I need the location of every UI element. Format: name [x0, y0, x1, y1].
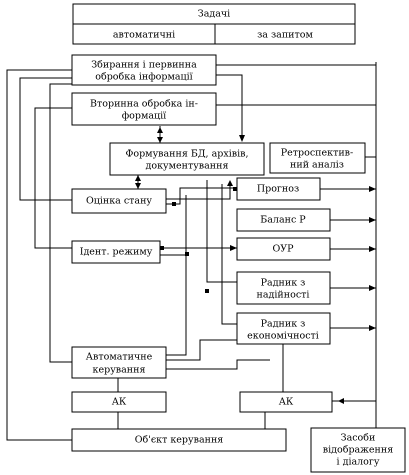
ak-right-block	[240, 392, 332, 412]
forecast-block	[237, 178, 320, 200]
control-object-block	[72, 429, 286, 451]
regime-label: Ідент. режиму	[79, 246, 153, 258]
display-dialogue-block	[311, 428, 405, 472]
arrow-display-3	[369, 246, 376, 252]
arrow-collection-to-db	[239, 135, 245, 142]
economy-line-2: економічності	[247, 330, 319, 342]
secondary-line-1: Вторинна обробка ін-	[90, 98, 198, 110]
secondary-line-2: формації	[121, 110, 167, 122]
auto-control-line-2: керування	[92, 364, 146, 376]
arrow-display-2	[369, 217, 376, 223]
object-label: Об'єкт керування	[134, 434, 224, 446]
arrow-state-up	[135, 175, 141, 181]
arrow-state-down	[135, 183, 141, 189]
database-line-1: Формування БД, архівів,	[125, 148, 249, 160]
junction-dots	[160, 187, 237, 372]
arrow-regime-our	[230, 245, 237, 251]
state-estimation-block	[72, 189, 166, 213]
balance-block	[237, 209, 330, 231]
economy-advisor-block	[237, 313, 330, 344]
retrospective-block	[270, 143, 365, 173]
retro-line-1: Ретроспектив-	[280, 147, 354, 159]
reliability-line-2: надійності	[256, 289, 310, 301]
arrow-display-5	[369, 325, 376, 331]
tasks-block	[73, 4, 355, 44]
automatic-control-block	[72, 347, 166, 378]
arrow-ak-right	[338, 398, 344, 404]
arrow-display-4	[369, 285, 376, 291]
reliability-advisor-block	[237, 272, 330, 304]
economy-line-1: Радник з	[260, 318, 306, 330]
collection-line-2: обробка інформації	[95, 71, 193, 83]
database-block	[110, 143, 264, 175]
our-label: ОУР	[272, 243, 294, 255]
reliability-line-1: Радник з	[260, 277, 306, 289]
tasks-title: Задачі	[197, 8, 231, 20]
forecast-label: Прогноз	[256, 183, 300, 195]
balance-label: Баланс Р	[260, 214, 306, 226]
display-line-3: і діалогу	[336, 456, 380, 468]
arrow-forecast-left	[227, 180, 233, 186]
arrow-display-1	[369, 186, 376, 192]
ak-left-label: АК	[111, 396, 127, 408]
tasks-automatic: автоматичні	[112, 29, 176, 41]
arrow-db-up	[157, 127, 163, 133]
database-line-2: документування	[145, 160, 229, 172]
display-line-2: відображення	[322, 444, 394, 456]
display-line-1: Засоби	[340, 432, 376, 444]
regime-identification-block	[72, 241, 160, 263]
our-block	[237, 238, 330, 260]
ak-left-block	[72, 392, 166, 412]
state-label: Оцінка стану	[85, 195, 153, 207]
tasks-on-request: за запитом	[257, 29, 313, 41]
collection-line-1: Збирання і первинна	[91, 59, 197, 71]
arrow-db-down	[157, 137, 163, 143]
auto-control-line-1: Автоматичне	[85, 351, 153, 363]
collection-block	[72, 55, 216, 85]
ak-right-label: АК	[278, 396, 294, 408]
retro-line-2: ний аналіз	[290, 159, 344, 171]
secondary-processing-block	[72, 93, 216, 125]
